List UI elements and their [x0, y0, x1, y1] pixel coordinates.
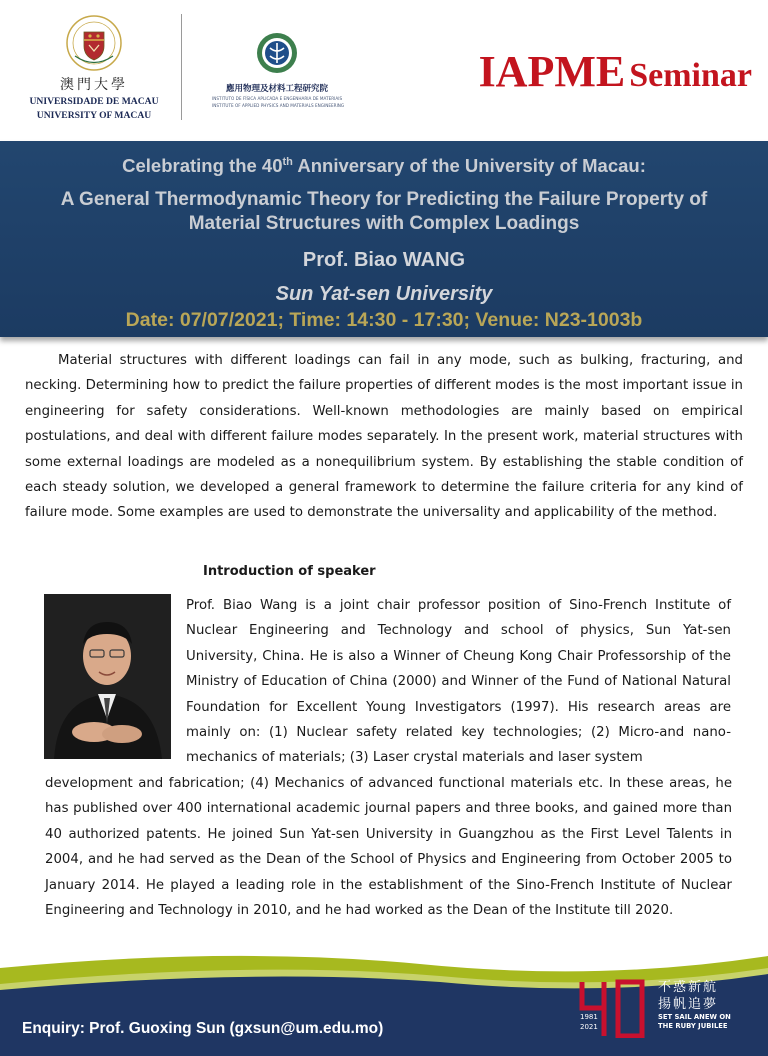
- speaker-bio-part-1: Prof. Biao Wang is a joint chair professor position of Sino-French Institute of Nuclear Engineering and Technology and school of physics, Sun Yat-sen University, China. He is also a Winner of Cheung Kong Chair Professorship of the Ministry of Education of China (2000) and Winner of the Fund of National Natural Foundation for Excellent Young Investigators (1997). His research areas are mainly on: (1) Nuclear safety related key technologies; (2) Micro-and nano-mechanics of materials; (3) Laser crystal materials and laser system: [186, 598, 731, 766]
- enquiry-contact: Enquiry: Prof. Guoxing Sun (gxsun@um.edu.mo): [22, 1020, 384, 1037]
- iapme-chinese-name: 應用物理及材料工程研究院: [225, 84, 328, 94]
- speaker-photo: [44, 594, 171, 759]
- um-portuguese-name: UNIVERSIDADE DE MACAU: [29, 96, 159, 107]
- talk-title-line-2: Material Structures with Complex Loadings: [188, 213, 580, 234]
- um-english-name: UNIVERSITY OF MACAU: [36, 110, 152, 121]
- speaker-intro-heading: Introduction of speaker: [203, 564, 376, 579]
- jubilee-end-year: 2021: [580, 1023, 598, 1031]
- um-chinese-name: 澳門大學: [60, 77, 128, 93]
- abstract-paragraph: Material structures with different loadings can fail in any mode, such as bulking, fracturing, and necking. Determining how to predict the failure properties of different modes is the most important issue in engineering for safety considerations. Well-known methodologies are mainly based on empirical postulations, and deal with different failure modes separately. In the present work, material structures with some external loadings are modeled as a nonequilibrium system. By establishing the stable condition of each steady solution, we developed a general framework to determine the failure criteria for any kind of failure mode. Some examples are used to demonstrate the universality and applicability of the method.: [25, 353, 743, 521]
- footer-wave-band: [0, 940, 768, 1056]
- event-schedule: Date: 07/07/2021; Time: 14:30 - 17:30; Venue: N23-1003b: [125, 309, 643, 331]
- celebration-line: [0, 155, 768, 177]
- speaker-affiliation: Sun Yat-sen University: [275, 283, 493, 305]
- celebration-text-end: Anniversary of the University of Macau:: [292, 155, 646, 176]
- speaker-name: Prof. Biao WANG: [302, 249, 466, 271]
- jubilee-start-year: 1981: [580, 1013, 598, 1021]
- seminar-title-word: Seminar: [629, 57, 752, 94]
- header-divider: [181, 14, 182, 120]
- celebration-ordinal: th: [282, 155, 293, 168]
- speaker-portrait-icon: [44, 594, 171, 759]
- jubilee-slogan-en-1: SET SAIL ANEW ON: [658, 1013, 731, 1021]
- seminar-title-iapme: IAPME: [478, 47, 626, 96]
- jubilee-slogan-zh-2: 揚帆追夢: [658, 997, 719, 1012]
- seminar-title: [360, 47, 752, 96]
- iapme-portuguese-name: INSTITUTO DE FÍSICA APLICADA E ENGENHARIA DE MATERIAIS: [212, 96, 343, 101]
- iapme-english-name: INSTITUTE OF APPLIED PHYSICS AND MATERIALS ENGINEERING: [212, 103, 345, 108]
- jubilee-slogan-en-2: THE RUBY JUBILEE: [658, 1022, 728, 1030]
- speaker-bio-part-2: development and fabrication; (4) Mechanics of advanced functional materials etc. In these areas, he has published over 400 international academic journal papers and three books, and gained more than 40 authorized patents. He joined Sun Yat-sen University in Guangzhou as the First Level Talents in 2004, and he had served as the Dean of the School of Physics and Engineering from October 2005 to January 2014. He played a leading role in the establishment of the Sino-French Institute of Nuclear Engineering and Technology in 2010, and he had worked as the Dean of the Institute till 2020.: [45, 776, 732, 919]
- celebration-text: Celebrating the 40: [122, 155, 283, 176]
- jubilee-slogan-zh-1: 不惑新航: [658, 980, 719, 995]
- talk-title-line-1: A General Thermodynamic Theory for Predicting the Failure Property of: [60, 189, 708, 210]
- iapme-emblem-icon: [256, 32, 298, 74]
- university-crest-icon: [65, 14, 123, 72]
